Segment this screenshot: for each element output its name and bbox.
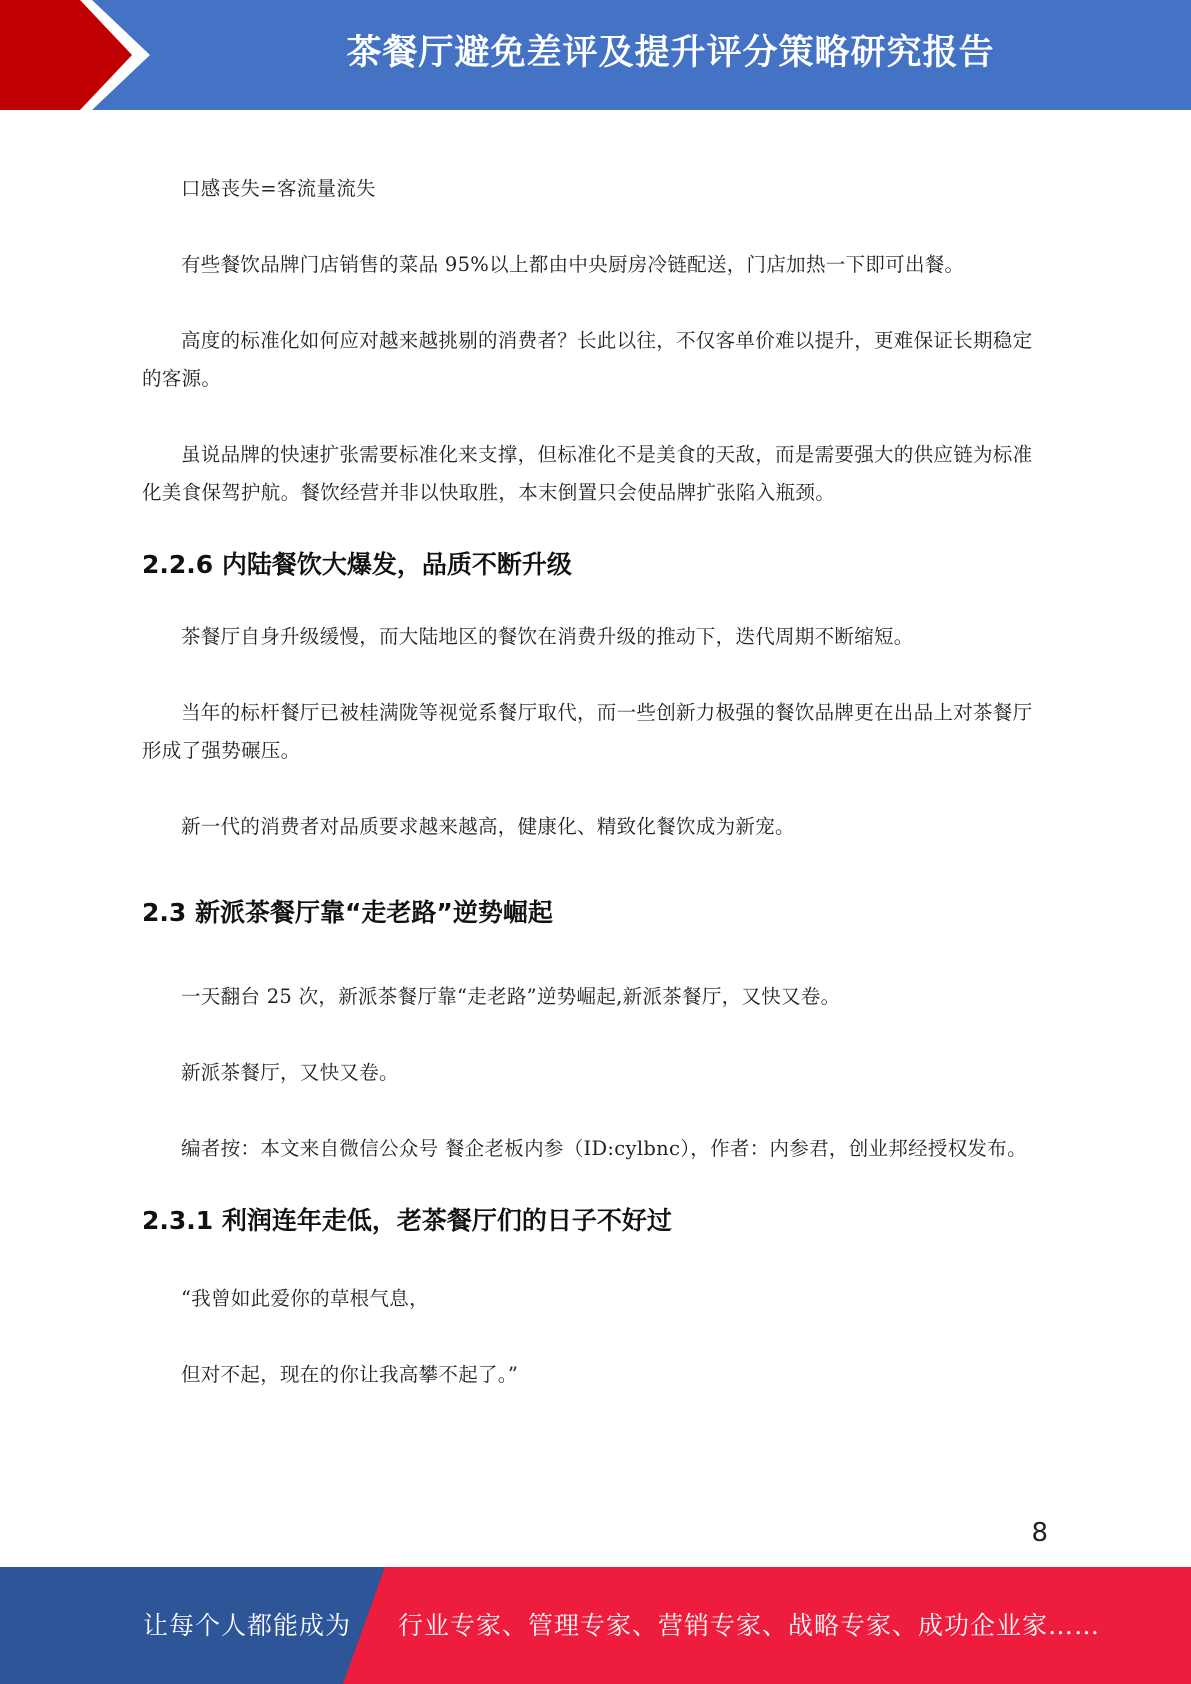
paragraph: 有些餐饮品牌门店销售的菜品 95%以上都由中央厨房冷链配送，门店加热一下即可出餐。 xyxy=(181,253,965,276)
header-chevron-decoration xyxy=(0,0,160,110)
paragraph: 当年的标杆餐厅已被桂满陇等视觉系餐厅取代，而一些创新力极强的餐饮品牌更在出品上对茶餐厅形成了强势碾压。 xyxy=(142,701,1033,762)
paragraph: 编者按：本文来自微信公众号 餐企老板内参（ID:cylbnc），作者：内参君，创业邦经授权发布。 xyxy=(181,1137,1027,1160)
paragraph: 高度的标准化如何应对越来越挑剔的消费者？长此以往，不仅客单价难以提升，更难保证长期稳定的客源。 xyxy=(142,329,1033,390)
paragraph: 虽说品牌的快速扩张需要标准化来支撑，但标准化不是美食的天敌，而是需要强大的供应链为标准化美食保驾护航。餐饮经营并非以快取胜，本末倒置只会使品牌扩张陷入瓶颈。 xyxy=(142,443,1033,504)
section-heading: 2.2.6 内陆餐饮大爆发，品质不断升级 xyxy=(142,550,572,579)
paragraph: 新一代的消费者对品质要求越来越高，健康化、精致化餐饮成为新宠。 xyxy=(181,815,795,838)
report-title: 茶餐厅避免差评及提升评分策略研究报告 xyxy=(346,33,995,73)
paragraph: “我曾如此爱你的草根气息， xyxy=(181,1287,429,1310)
document-body xyxy=(142,170,1047,1394)
page-number: 8 xyxy=(1031,1518,1048,1548)
section-heading: 2.3.1 利润连年走低，老茶餐厅们的日子不好过 xyxy=(142,1206,672,1235)
paragraph: 茶餐厅自身升级缓慢，而大陆地区的餐饮在消费升级的推动下，迭代周期不断缩短。 xyxy=(181,625,914,648)
paragraph: 新派茶餐厅，又快又卷。 xyxy=(181,1061,399,1084)
footer-slogan-left: 让每个人都能成为 xyxy=(143,1611,352,1640)
paragraph: 但对不起，现在的你让我高攀不起了。” xyxy=(181,1363,519,1386)
page-header xyxy=(0,0,1191,110)
section-heading: 2.3 新派茶餐厅靠“走老路”逆势崛起 xyxy=(142,898,553,927)
footer-slogan-right: 行业专家、管理专家、营销专家、战略专家、成功企业家…… xyxy=(398,1611,1101,1640)
paragraph: 口感丧失=客流量流失 xyxy=(181,177,376,200)
paragraph: 一天翻台 25 次，新派茶餐厅靠“走老路”逆势崛起,新派茶餐厅，又快又卷。 xyxy=(181,985,841,1008)
page-footer xyxy=(0,1567,1191,1684)
